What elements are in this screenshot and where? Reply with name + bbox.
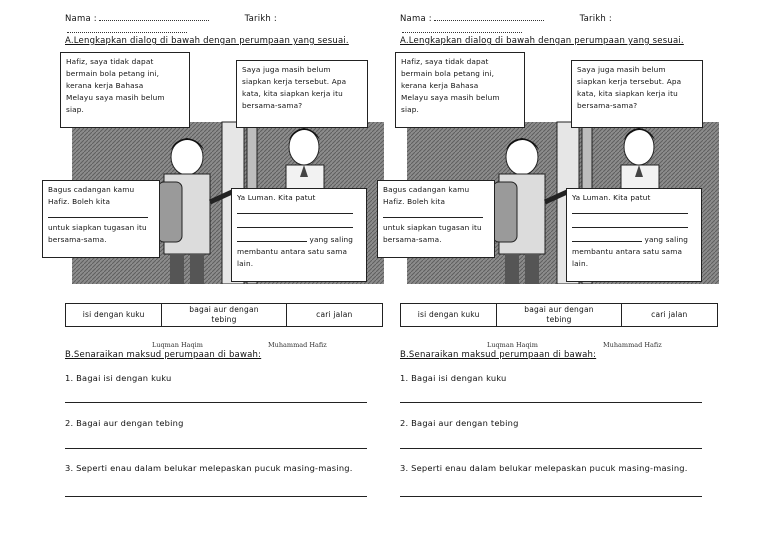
bubble-1-line-3: kerana kerja Bahasa [401,81,479,90]
bubble-1-line-5: siap. [401,105,420,114]
answer-line-2[interactable] [65,448,367,449]
question-1: 1. Bagai isi dengan kuku [65,373,172,383]
name-label: Nama : [65,14,97,24]
speech-bubble-2 [571,60,703,128]
answer-line-3[interactable] [400,496,702,497]
header-row [65,12,390,36]
question-2: 2. Bagai aur dengan tebing [400,418,519,428]
bubble-3-line-4: bersama-sama. [383,235,442,244]
name-blank [99,12,209,21]
bubble-2-line-1: Saya juga masih belum [242,65,331,74]
bubble-4-line-3: membantu antara satu sama [572,247,683,256]
bubble-1-line-4: Melayu saya masih belum [66,93,165,102]
section-a-title: A.Lengkapkan dialog di bawah dengan perumpaan yang sesuai. [400,36,684,46]
section-b-title: B.Senaraikan maksud perumpaan di bawah: [400,350,597,360]
bubble-3-blank[interactable] [383,208,489,222]
answer-line-1[interactable] [400,402,702,403]
bubble-1-line-2: bermain bola petang ini, [401,69,495,78]
bubble-4-line-1: Ya Luman. Kita patut [237,193,316,202]
option-2: bagai aur dengan tebing [497,304,621,326]
bubble-2-line-1: Saya juga masih belum [577,65,666,74]
bubble-1-line-2: bermain bola petang ini, [66,69,160,78]
bubble-4-blank-1[interactable] [572,204,696,218]
speech-bubble-3 [42,180,160,258]
section-a-title: A.Lengkapkan dialog di bawah dengan perumpaan yang sesuai. [65,36,349,46]
bubble-3-line-3: untuk siapkan tugasan itu [48,223,147,232]
speech-bubble-1 [60,52,190,128]
bubble-2-line-4: bersama-sama? [577,101,638,110]
option-3: cari jalan [316,310,353,319]
bubble-4-line-4: lain. [237,259,254,268]
bubble-4-line-4: lain. [572,259,589,268]
bubble-4-blank-1[interactable] [237,204,361,218]
date-label: Tarikh : [579,14,612,24]
bubble-3-blank[interactable] [48,208,154,222]
question-3: 3. Seperti enau dalam belukar melepaskan pucuk masing-masing. [65,463,353,473]
bubble-3-line-1: Bagus cadangan kamu [48,185,135,194]
bubble-1-line-1: Hafiz, saya tidak dapat [66,57,154,66]
name-blank [434,12,544,21]
options-table [65,303,383,327]
answer-line-2[interactable] [400,448,702,449]
speech-bubble-2 [236,60,368,128]
bubble-3-line-1: Bagus cadangan kamu [383,185,470,194]
question-3: 3. Seperti enau dalam belukar melepaskan pucuk masing-masing. [400,463,688,473]
bubble-4-blank-3[interactable] [572,232,642,242]
date-blank [67,24,187,33]
bubble-4-line-1: Ya Luman. Kita patut [572,193,651,202]
speech-bubble-1 [395,52,525,128]
caption-luqman: Luqman Haqim [152,341,203,349]
caption-hafiz: Muhammad Hafiz [268,341,327,349]
bubble-4-line-2: yang saling [644,235,689,244]
bubble-3-line-2: Hafiz. Boleh kita [48,197,111,206]
bubble-4-blank-3[interactable] [237,232,307,242]
bubble-1-line-3: kerana kerja Bahasa [66,81,144,90]
caption-hafiz: Muhammad Hafiz [603,341,662,349]
name-label: Nama : [400,14,432,24]
option-2: bagai aur dengan tebing [162,304,286,326]
date-blank [402,24,522,33]
bubble-3-line-2: Hafiz. Boleh kita [383,197,446,206]
question-1: 1. Bagai isi dengan kuku [400,373,507,383]
speech-bubble-4 [566,188,702,282]
caption-luqman: Luqman Haqim [487,341,538,349]
answer-line-3[interactable] [65,496,367,497]
bubble-2-line-2: siapkan kerja tersebut. Apa [242,77,347,86]
option-1: isi dengan kuku [401,304,497,326]
worksheet-right [383,0,725,543]
option-3: cari jalan [651,310,688,319]
bubble-2-line-3: kata, kita siapkan kerja itu [577,89,678,98]
header-row [400,12,725,36]
bubble-3-line-4: bersama-sama. [48,235,107,244]
bubble-4-blank-2[interactable] [572,218,696,232]
bubble-2-line-2: siapkan kerja tersebut. Apa [577,77,682,86]
bubble-1-line-5: siap. [66,105,85,114]
option-1: isi dengan kuku [66,304,162,326]
options-table [400,303,718,327]
bubble-2-line-4: bersama-sama? [242,101,303,110]
bubble-2-line-3: kata, kita siapkan kerja itu [242,89,343,98]
bubble-4-blank-2[interactable] [237,218,361,232]
worksheet-left [48,0,390,543]
answer-line-1[interactable] [65,402,367,403]
speech-bubble-3 [377,180,495,258]
speech-bubble-4 [231,188,367,282]
bubble-1-line-4: Melayu saya masih belum [401,93,500,102]
bubble-4-line-2: yang saling [309,235,354,244]
section-b-title: B.Senaraikan maksud perumpaan di bawah: [65,350,262,360]
date-label: Tarikh : [244,14,277,24]
bubble-4-line-3: membantu antara satu sama [237,247,348,256]
question-2: 2. Bagai aur dengan tebing [65,418,184,428]
bubble-3-line-3: untuk siapkan tugasan itu [383,223,482,232]
bubble-1-line-1: Hafiz, saya tidak dapat [401,57,489,66]
